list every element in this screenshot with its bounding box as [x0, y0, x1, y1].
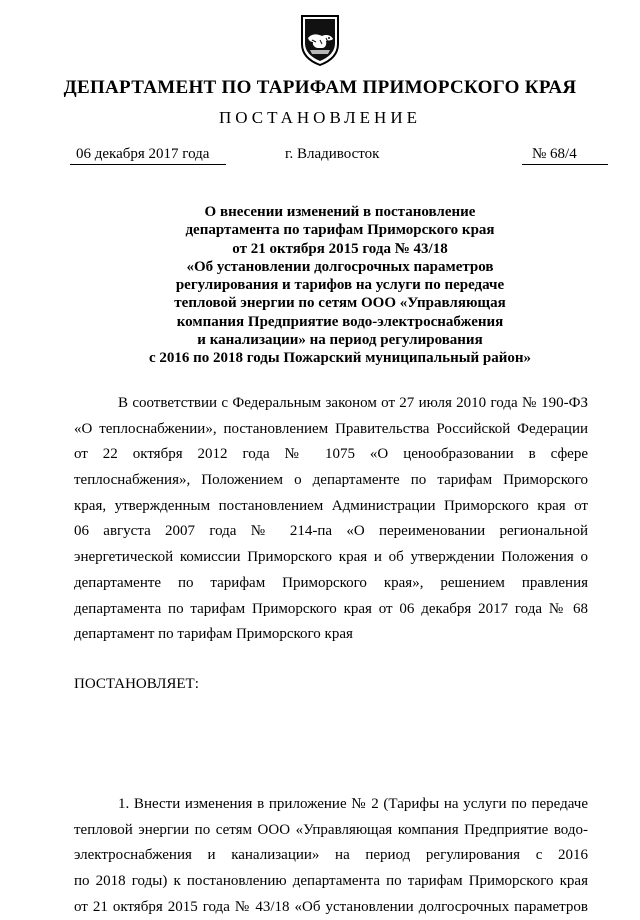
preamble-line: В соответствии с Федеральным законом от 27 июля 2010 года № 190-ФЗ [118, 395, 588, 411]
subject-line: регулирования и тарифов на услуги по передаче [175, 277, 505, 294]
preamble-line: департамента по тарифам Приморского края от 06 декабря 2017 года № 68 [74, 600, 588, 617]
subject-line: О внесении изменений в постановление [204, 204, 476, 220]
subject-line: с 2016 по 2018 годы Пожарский муниципальный район» [149, 350, 531, 367]
resolve-heading: ПОСТАНОВЛЯЕТ: [74, 676, 199, 692]
preamble-line: департаменте по тарифам Приморского края», решением правления [74, 574, 588, 591]
item-1-line: электроснабжения и канализации» на период регулирования с 2016 [74, 847, 588, 864]
subject-line: и канализации» на период регулирования [197, 332, 483, 349]
preamble-line: энергетической комиссии Приморского края и об утверждении Положения о [74, 549, 588, 566]
item-1-paragraph [74, 792, 588, 920]
coat-of-arms-icon [300, 14, 340, 66]
document-date: 06 декабря 2017 года [70, 146, 226, 165]
preamble-line: «О теплоснабжении», постановлением Правительства Российской Федерации [74, 420, 588, 437]
document-number: № 68/4 [522, 146, 608, 165]
item-1-line: тепловой энергии по сетям ООО «Управляющая компания Предприятие водо- [74, 821, 588, 838]
subject-line: от 21 октября 2015 года № 43/18 [232, 240, 448, 257]
department-title: ДЕПАРТАМЕНТ ПО ТАРИФАМ ПРИМОРСКОГО КРАЯ [63, 77, 577, 98]
item-1-line: по 2018 годы) к постановлению департамента по тарифам Приморского края [74, 873, 588, 890]
document-city: г. Владивосток [285, 146, 380, 162]
subject-line: компания Предприятие водо-электроснабжения [176, 313, 504, 330]
subject-line: тепловой энергии по сетям ООО «Управляющая [174, 295, 506, 312]
item-1-line: от 21 октября 2015 года № 43/18 «Об установлении долгосрочных параметров [74, 898, 588, 915]
preamble-paragraph [74, 391, 588, 648]
subject-line: департамента по тарифам Приморского края [185, 222, 495, 239]
document-type: ПОСТАНОВЛЕНИЕ [218, 108, 421, 127]
preamble-line: края, утвержденным постановлением Администрации Приморского края от [74, 497, 588, 514]
subject-line: «Об установлении долгосрочных параметров [186, 258, 494, 275]
document-subject [120, 203, 560, 368]
item-1-line: 1. Внести изменения в приложение № 2 (Тарифы на услуги по передаче [118, 796, 588, 812]
preamble-line: теплоснабжения», Положением о департаменте по тарифам Приморского [74, 472, 588, 489]
preamble-line: 06 августа 2007 года № 214-па «О переименовании региональной [74, 523, 588, 540]
preamble-line: от 22 октября 2012 года № 1075 «О ценообразовании в сфере [74, 446, 588, 463]
preamble-line: департамент по тарифам Приморского края [74, 626, 353, 643]
